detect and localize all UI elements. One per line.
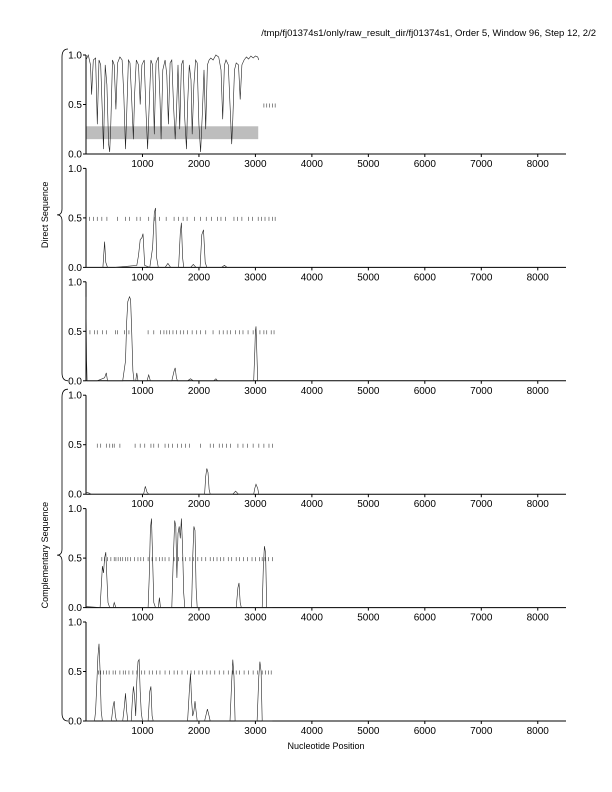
y-tick-label: 0.5 (68, 553, 82, 565)
x-tick-label: 7000 (470, 385, 493, 397)
group-bracket (57, 389, 68, 721)
x-tick-label: 7000 (470, 726, 493, 737)
x-tick-label: 1000 (131, 726, 154, 737)
header-path: /tmp/fj01374s1/only/raw_result_dir/fj01374s1, Order 5, Window 96, Step 12, 2/2 (261, 28, 596, 39)
group-brackets (40, 49, 68, 721)
x-tick-label: 3000 (244, 159, 267, 170)
x-tick-label: 8000 (526, 385, 549, 397)
x-tick-label: 6000 (413, 159, 436, 170)
series-line (86, 208, 259, 267)
panel-complementary-frame-1 (68, 391, 566, 511)
x-tick-label: 8000 (526, 612, 549, 624)
x-tick-label: 6000 (413, 499, 436, 511)
x-tick-label: 2000 (187, 272, 211, 284)
x-tick-label: 4000 (300, 499, 324, 511)
group-bracket (57, 49, 68, 381)
group-label: Direct Sequence (40, 181, 50, 249)
x-tick-label: 4000 (300, 272, 324, 284)
x-tick-label: 1000 (131, 159, 154, 170)
x-tick-label: 8000 (526, 272, 549, 284)
y-tick-label: 0.0 (68, 603, 82, 615)
x-tick-label: 5000 (357, 499, 380, 511)
y-tick-label: 0.5 (68, 100, 82, 111)
x-tick-label: 8000 (526, 726, 549, 737)
x-tick-label: 3000 (244, 499, 267, 511)
x-axis-title: Nucleotide Position (287, 741, 365, 751)
x-tick-label: 1000 (131, 385, 154, 397)
x-tick-label: 3000 (244, 385, 267, 397)
y-tick-label: 0.0 (68, 262, 82, 274)
x-tick-label: 7000 (470, 612, 493, 624)
panel-direct-frame-2 (68, 164, 566, 284)
x-tick-label: 6000 (413, 272, 436, 284)
y-tick-label: 1.0 (68, 163, 82, 175)
group-label: Complementary Sequence (40, 501, 50, 609)
y-tick-label: 0.0 (68, 376, 82, 388)
x-tick-label: 5000 (357, 726, 380, 737)
x-tick-label: 4000 (300, 385, 324, 397)
x-tick-label: 4000 (300, 726, 324, 737)
x-tick-label: 1000 (131, 499, 154, 511)
x-tick-label: 8000 (526, 159, 549, 170)
x-tick-label: 4000 (300, 159, 324, 170)
y-tick-label: 1.0 (68, 617, 82, 629)
y-tick-label: 1.0 (68, 277, 82, 289)
series-line (86, 519, 272, 608)
x-tick-label: 5000 (357, 385, 380, 397)
panel-direct-frame-1 (68, 51, 566, 171)
x-tick-label: 2000 (187, 385, 211, 397)
x-tick-label: 8000 (526, 499, 549, 511)
y-tick-label: 1.0 (68, 390, 82, 402)
y-tick-label: 0.0 (68, 716, 82, 728)
y-tick-label: 0.5 (68, 213, 82, 225)
x-tick-label: 7000 (470, 499, 493, 511)
x-tick-label: 2000 (187, 499, 211, 511)
series-line (86, 297, 259, 381)
x-tick-label: 3000 (244, 612, 267, 624)
x-tick-label: 6000 (413, 612, 436, 624)
x-tick-label: 3000 (244, 272, 267, 284)
panel-complementary-frame-3 (68, 618, 566, 738)
x-tick-label: 2000 (187, 726, 211, 737)
x-tick-label: 1000 (131, 612, 154, 624)
panels (68, 51, 566, 738)
y-tick-label: 0.5 (68, 440, 82, 452)
series-line (86, 469, 259, 495)
panel-complementary-frame-2 (68, 504, 566, 624)
x-tick-label: 7000 (470, 159, 493, 170)
y-tick-label: 0.5 (68, 326, 82, 338)
y-tick-label: 1.0 (68, 50, 82, 62)
y-tick-label: 0.5 (68, 667, 82, 678)
x-tick-label: 2000 (187, 612, 211, 624)
y-tick-label: 0.0 (68, 489, 82, 501)
x-tick-label: 6000 (413, 726, 436, 737)
x-tick-label: 4000 (300, 612, 324, 624)
x-tick-label: 1000 (131, 272, 154, 284)
y-tick-label: 1.0 (68, 504, 82, 516)
x-tick-label: 2000 (187, 159, 211, 170)
series-line (86, 644, 272, 721)
x-tick-label: 5000 (357, 272, 380, 284)
x-tick-label: 6000 (413, 385, 436, 397)
x-tick-label: 7000 (470, 272, 493, 284)
x-tick-label: 5000 (357, 612, 380, 624)
x-tick-label: 5000 (357, 159, 380, 170)
panel-direct-frame-3 (68, 277, 566, 397)
y-tick-label: 0.0 (68, 149, 82, 161)
x-tick-label: 3000 (244, 726, 267, 737)
